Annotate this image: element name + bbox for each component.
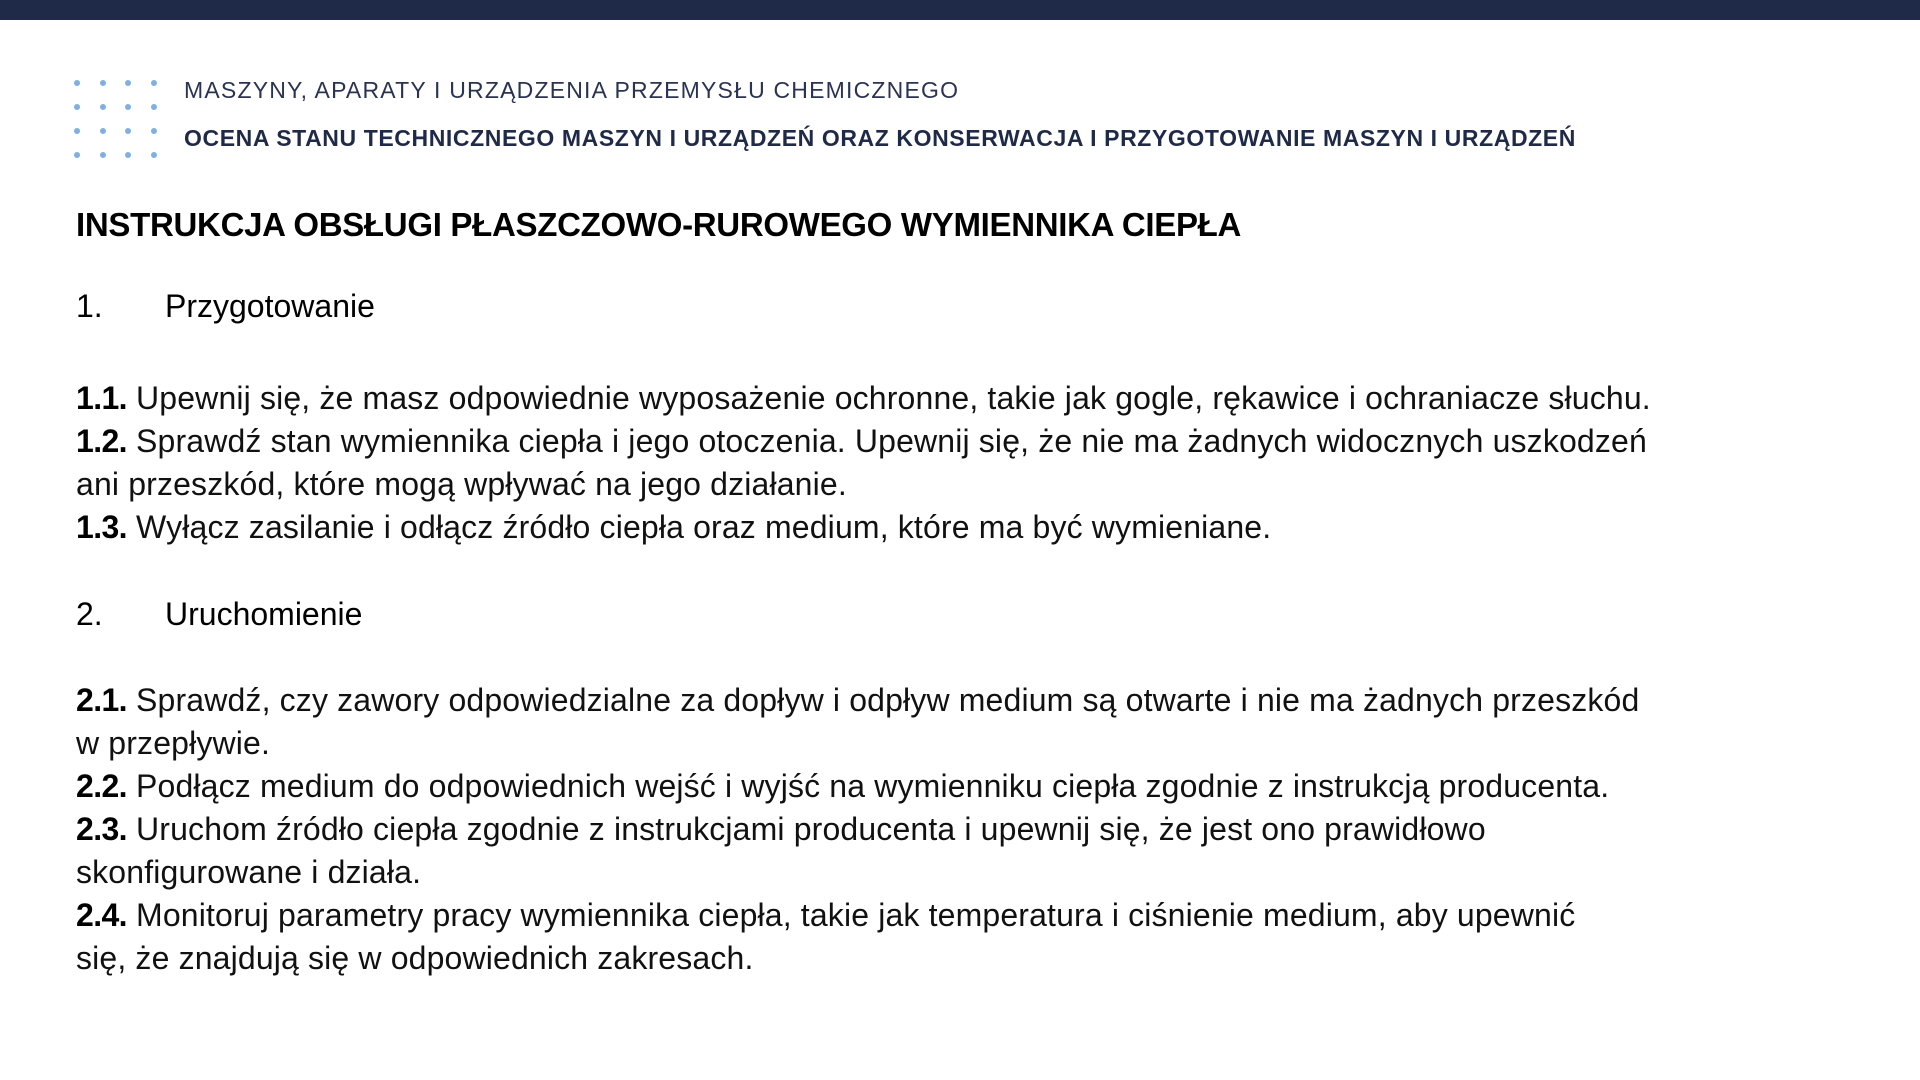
section-number: 2.: [76, 596, 103, 632]
list-item-2-3-continuation: [76, 856, 421, 888]
dot-icon: [74, 80, 80, 86]
item-number: 2.2.: [76, 768, 127, 804]
dot-icon: [100, 104, 106, 110]
item-text: Monitoruj parametry pracy wymiennika ciepła, takie jak temperatura i ciśnienie medium, aby upewnić: [136, 897, 1576, 933]
dot-icon: [74, 128, 80, 134]
section-number: 1.: [76, 288, 103, 324]
list-item-1-2: [76, 425, 1647, 457]
item-text: Wyłącz zasilanie i odłącz źródło ciepła oraz medium, które ma być wymieniane.: [136, 509, 1272, 545]
dot-icon: [151, 152, 157, 158]
dot-icon: [151, 80, 157, 86]
section-label: Przygotowanie: [165, 288, 375, 324]
list-item-1-3: [76, 511, 1271, 543]
item-text: Sprawdź stan wymiennika ciepła i jego otoczenia. Upewnij się, że nie ma żadnych widocznych uszkodzeń: [136, 423, 1647, 459]
dot-icon: [100, 80, 106, 86]
dot-icon: [125, 128, 131, 134]
list-item-2-4-continuation: [76, 942, 754, 974]
item-text: skonfigurowane i działa.: [76, 854, 422, 890]
dot-icon: [74, 152, 80, 158]
list-item-2-2: [76, 770, 1609, 802]
dot-icon: [125, 152, 131, 158]
item-text: w przepływie.: [76, 725, 271, 761]
list-item-1-2-continuation: [76, 468, 847, 500]
item-text: Uruchom źródło ciepła zgodnie z instrukcjami producenta i upewnij się, że jest ono prawidłowo: [136, 811, 1486, 847]
dot-icon: [125, 104, 131, 110]
item-text: ani przeszkód, które mogą wpływać na jego działanie.: [76, 466, 847, 502]
item-number: 2.4.: [76, 897, 127, 933]
item-number: 2.1.: [76, 682, 127, 718]
list-item-2-1: [76, 684, 1639, 716]
item-number: 1.3.: [76, 509, 127, 545]
course-subject: MASZYNY, APARATY I URZĄDZENIA PRZEMYSŁU CHEMICZNEGO: [184, 77, 960, 103]
dot-icon: [74, 104, 80, 110]
list-item-1-1: [76, 382, 1651, 414]
dot-icon: [151, 128, 157, 134]
dot-icon: [100, 152, 106, 158]
item-number: 1.2.: [76, 423, 127, 459]
list-item-2-1-continuation: [76, 727, 270, 759]
item-text: się, że znajdują się w odpowiednich zakresach.: [76, 940, 754, 976]
dot-icon: [151, 104, 157, 110]
item-text: Podłącz medium do odpowiednich wejść i wyjść na wymienniku ciepła zgodnie z instrukcją producenta.: [136, 768, 1610, 804]
dot-icon: [125, 80, 131, 86]
item-text: Upewnij się, że masz odpowiednie wyposażenie ochronne, takie jak gogle, rękawice i ochraniacze słuchu.: [136, 380, 1651, 416]
section-label: Uruchomienie: [165, 596, 363, 632]
document-title: INSTRUKCJA OBSŁUGI PŁASZCZOWO-RUROWEGO WYMIENNIKA CIEPŁA: [76, 206, 1242, 243]
dot-icon: [100, 128, 106, 134]
list-item-2-3: [76, 813, 1486, 845]
item-text: Sprawdź, czy zawory odpowiedzialne za dopływ i odpływ medium są otwarte i nie ma żadnych przeszkód: [136, 682, 1640, 718]
item-number: 1.1.: [76, 380, 127, 416]
list-item-2-4: [76, 899, 1575, 931]
lesson-topic: OCENA STANU TECHNICZNEGO MASZYN I URZĄDZEŃ ORAZ KONSERWACJA I PRZYGOTOWANIE MASZYN I URZĄDZEŃ: [184, 125, 1576, 151]
item-number: 2.3.: [76, 811, 127, 847]
dot-grid-decoration: [72, 78, 162, 168]
top-bar: [0, 0, 1920, 20]
